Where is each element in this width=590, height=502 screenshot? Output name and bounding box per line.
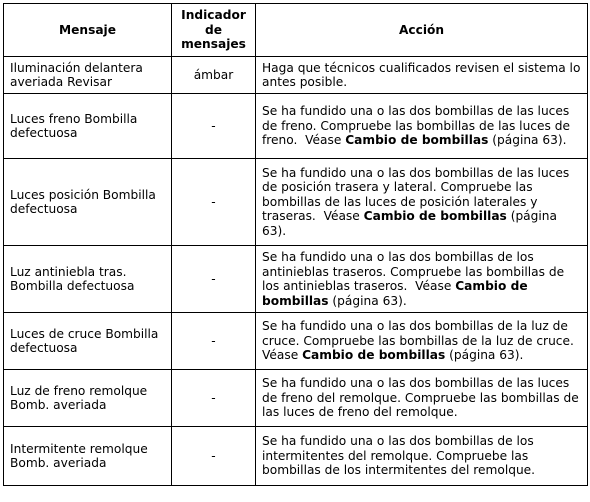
indicator-cell: - [172, 370, 256, 427]
action-text: Se ha fundido una o las dos bombillas de los antinieblas traseros. Compruebe las bombillas de los antinieblas traseros. [262, 250, 565, 293]
indicator-cell: - [172, 313, 256, 370]
message-cell: Luz de freno remolque Bomb. averiada [4, 370, 172, 427]
page-ref: (página 63). [492, 133, 567, 148]
table-header-row [4, 4, 588, 57]
action-cell [256, 57, 588, 94]
bulb-change-link[interactable]: Cambio de bombillas [262, 279, 528, 308]
action-text: Se ha fundido una o las dos bombillas de la luz de cruce. Compruebe las bombillas de la luz de cruce. [262, 319, 574, 348]
action-text: Haga que técnicos cualificados revisen el sistema lo antes posible. [262, 60, 581, 89]
message-table [3, 3, 588, 486]
action-cell [256, 94, 588, 159]
page-ref: (página 63). [449, 348, 524, 363]
bulb-change-link[interactable]: Cambio de bombillas [363, 209, 507, 224]
indicator-cell: - [172, 94, 256, 159]
table-row [4, 246, 588, 313]
message-cell: Luces freno Bombilla defectuosa [4, 94, 172, 159]
indicator-cell: - [172, 159, 256, 246]
page-ref: (página 63). [262, 209, 557, 238]
message-cell: Luz antiniebla tras. Bombilla defectuosa [4, 246, 172, 313]
action-cell [256, 246, 588, 313]
message-cell: Luces de cruce Bombilla defectuosa [4, 313, 172, 370]
see-label: Véase [323, 209, 360, 224]
indicator-cell: ámbar [172, 57, 256, 94]
action-text: Se ha fundido una o las dos bombillas de las luces de freno del remolque. Compruebe las bombillas de las luces de freno del remolque. [262, 376, 579, 420]
message-table-container [3, 3, 588, 486]
table-row [4, 159, 588, 246]
bulb-change-link[interactable]: Cambio de bombillas [345, 133, 489, 148]
see-label: Véase [262, 348, 299, 363]
action-cell [256, 313, 588, 370]
indicator-cell: - [172, 246, 256, 313]
message-cell: Intermitente remolque Bomb. averiada [4, 427, 172, 486]
header-action: Acción [256, 4, 588, 57]
action-cell [256, 159, 588, 246]
action-text: Se ha fundido una o las dos bombillas de los intermitentes del remolque. Compruebe las bombillas de los intermitentes del remolque. [262, 434, 536, 478]
see-label: Véase [415, 279, 452, 293]
table-row [4, 94, 588, 159]
indicator-cell: - [172, 427, 256, 486]
see-label: Véase [305, 133, 342, 148]
table-row [4, 313, 588, 370]
table-row [4, 370, 588, 427]
table-row [4, 427, 588, 486]
action-cell [256, 427, 588, 486]
page-ref: (página 63). [332, 293, 407, 308]
action-cell [256, 370, 588, 427]
message-cell: Iluminación delantera averiada Revisar [4, 57, 172, 94]
message-cell: Luces posición Bombilla defectuosa [4, 159, 172, 246]
action-text: Se ha fundido una o las dos bombillas de las luces de freno. Compruebe las bombillas de las luces de freno. [262, 104, 570, 148]
header-message: Mensaje [4, 4, 172, 57]
table-row [4, 57, 588, 94]
bulb-change-link[interactable]: Cambio de bombillas [302, 348, 446, 363]
action-text: Se ha fundido una o las dos bombillas de las luces de posición trasera y lateral. Compruebe las bombillas de las luces de posición laterales y traseras. [262, 165, 570, 224]
header-indicator: Indicador de mensajes [172, 4, 256, 57]
